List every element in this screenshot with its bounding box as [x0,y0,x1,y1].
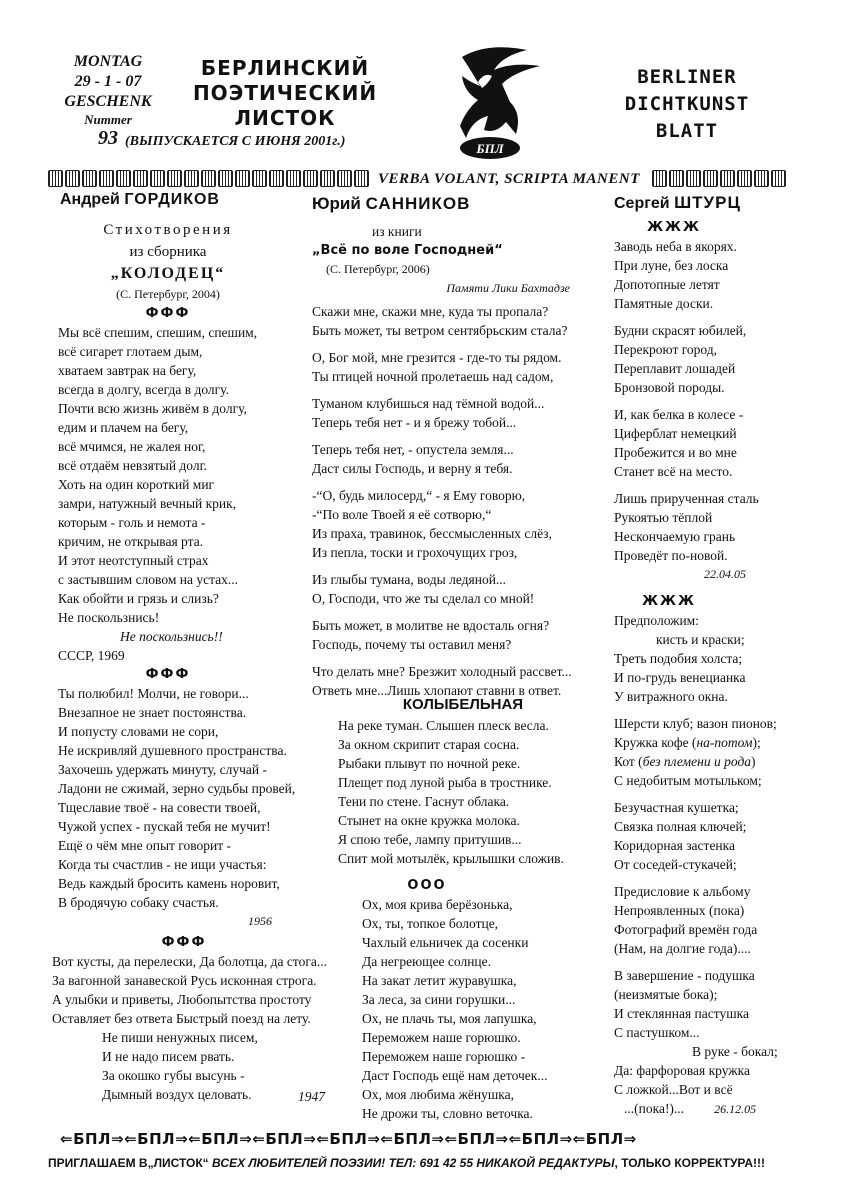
stanza [312,616,582,654]
poem-line: Плещет под луной рыба в тростнике. [338,775,552,790]
issue-number-label: Nummer [84,112,132,127]
title-ru-line: БЕРЛИНСКИЙ [200,56,370,80]
ornament: ФФФ [145,667,191,682]
title-russian [180,56,390,131]
line: В руке - бокал; [692,1044,778,1059]
poem-line: Как обойти и грязь и слизь? [58,591,219,606]
line: Шерсти клуб; вазон пионов; [614,716,777,731]
stanza [312,394,582,432]
poem-line: Не поскользнись! [58,610,160,625]
author-gordikov: Андрей ГОРДИКОВ [60,191,220,208]
heading: Стихотворения [103,222,233,238]
poem-line: Теперь тебя нет, - опустела земля... [312,442,514,457]
source-label: из сборника [129,244,207,260]
poem-line: Захочешь удержать минуту, случай - [58,762,267,777]
lullaby [338,694,588,868]
refrain: Не поскользнись!! [120,629,223,644]
poem-line: всё сигарет глотаем дым, [58,344,203,359]
poem-line: Из праха, травинок, бессмысленных слёз, [312,526,552,541]
source-label: из книги [372,224,422,239]
poem-line: Перекроют город, [614,342,718,357]
date-1: 22.04.05 [704,567,746,581]
poem-line: всё отдаём невзятый долг. [58,458,207,473]
poem-line: Рыбаки плывут по ночной реке. [338,756,521,771]
poem-line: Быть может, в молитве не вдосталь огня? [312,618,550,633]
title-ru-line: ЛИСТОК [234,106,336,130]
line: Кружка кофе (на-потом); [614,735,761,750]
poem-line: Бронзовой породы. [614,380,725,395]
column-shturts [614,218,814,1119]
poem-line: Не пиши ненужных писем, [102,1030,258,1045]
poem-line: Будни скрасят юбилей, [614,323,747,338]
poem-line: Нескончаемую грань [614,529,736,544]
poem-line: Безучастная кушетка; [614,800,739,815]
poem-3 [52,952,372,1028]
poem-line: которым - голь и немота - [58,515,206,530]
poem-line: Станет всё на место. [614,464,733,479]
poem-line: Ох, моя крива берёзонька, [362,897,513,912]
stanza [312,302,582,340]
poem-line: Треть подобия холста; [614,651,743,666]
poem-line: При луне, без лоска [614,258,729,273]
poem-line: Вот кусты, да перелески, Да болотца, да стога... [52,954,328,969]
book-title: „Всё по воле Господней“ [312,243,503,258]
poem-line: Тщеславие твоё - на совести твоей, [58,800,261,815]
poem-line: Оставляет без ответа Быстрый поезд на лету. [52,1011,311,1026]
poem-line: О, Бог мой, мне грезится - где-то ты рядом. [312,350,562,365]
ornament: ФФФ [161,935,207,950]
poem-line: Я спою тебе, лампу притушив... [338,832,522,847]
poem-line: Почти всю жизнь живём в долгу, [58,401,247,416]
poem-line: И этот неотступный страх [58,553,209,568]
title-de-line: BERLINER [637,66,737,88]
poem-line: И стеклянная пастушка [614,1006,749,1021]
poem-line: Не дрожи ты, словно веточка. [362,1106,533,1121]
poem-line: Допотопные летят [614,277,720,292]
poem-line: (неизмятые бока); [614,987,718,1002]
issue-day: MONTAG [73,53,143,70]
column-gordikov [58,219,296,931]
poem-line: Даст силы Господь, и верну я тебя. [312,461,513,476]
poem-line: Переможем наше горюшко. [362,1030,521,1045]
poem-line: В бродячую собаку счастья. [58,895,219,910]
poem-line: всегда в долгу, всегда в долгу. [58,382,229,397]
poem-2-year: 1956 [248,914,272,928]
poem-line: Скажи мне, скажи мне, куда ты пропала? [312,304,549,319]
book-title: „КОЛОДЕЦ“ [110,265,226,282]
poem-line: И по-грудь венецианка [614,670,746,685]
title-german [592,64,782,145]
column-sannikov [312,222,582,700]
line: Да: фарфоровая кружка [614,1063,750,1078]
poem-line: А улыбки и приветы, Любопытства простоту [52,992,312,1007]
poem-line: В завершение - подушка [614,968,755,983]
dedication: Памяти Лики Бахтадзе [446,281,570,295]
poem-line: Хоть на один короткий миг [58,477,215,492]
ornament: ФФФ [145,306,191,321]
stanza [614,798,814,874]
poem-line: Ох, моя любима жёнушка, [362,1087,515,1102]
stanza [614,321,814,397]
stanza [614,237,814,313]
lullaby-lines [338,716,588,868]
poem-line: Спит мой мотылёк, крылышки сложив. [338,851,564,866]
line: С ложкой...Вот и всё [614,1082,733,1097]
poem-line: Ведь каждый бросить камень норовит, [58,876,280,891]
poem-line: Теперь тебя нет - и я брежу тобой... [312,415,517,430]
poem-line: Пробежится и во мне [614,445,737,460]
poem-line: (Нам, на долгие года).... [614,941,751,956]
issue-number: 93 [98,127,118,149]
stanza [312,570,582,608]
poem-line: хватаем завтрак на бегу, [58,363,197,378]
poem-1-date: СССР, 1969 [58,648,125,663]
poem-line: За вагонной занавеской Русь исконная строга. [52,973,317,988]
motto: VERBA VOLANT, SCRIPTA MANENT [378,171,640,187]
book-ornament-right [652,170,786,187]
ornament: ЖЖЖ [642,594,696,609]
poem-2 [58,684,296,912]
stanza [312,440,582,478]
line: Предположим: [614,613,699,628]
poem-1 [58,323,278,627]
poem-line: Что делать мне? Брезжит холодный рассвет... [312,664,572,679]
poem-line: замри, натужный вечный крик, [58,496,237,511]
poem-line: Ох, ты, топкое болотце, [362,916,499,931]
poem-line: Из глыбы тумана, воды ледяной... [312,572,507,587]
poem-line: Из пепла, тоски и грохочущих гроз, [312,545,518,560]
poem-line: За леса, за сини горушки... [362,992,516,1007]
line: С недобитым мотыльком; [614,773,762,788]
poem-line: У витражного окна. [614,689,728,704]
poem-line: Чахлый ельничек да сосенки [362,935,529,950]
poem-line: И попусту словами не сори, [58,724,219,739]
stanza [614,966,814,1042]
book-ornament-left [48,170,369,187]
poem-3-block [52,933,372,1104]
poem-line: И, как белка в колесе - [614,407,744,422]
poem-line: Быть может, ты ветром сентябрьским стала? [312,323,568,338]
poem-line: Туманом клубишься над тёмной водой... [312,396,545,411]
poem-line: Коридорная застенка [614,838,736,853]
poem-line: Рукоятью тёплой [614,510,713,525]
poem-line: Переплавит лошадей [614,361,736,376]
author-sannikov: Юрий САННИКОВ [312,194,471,213]
footer-invitation: ПРИГЛАШАЕМ В„ЛИСТОК“ ВСЕХ ЛЮБИТЕЛЕЙ ПОЭЗИИ! ТЕЛ: 691 42 55 НИКАКОЙ РЕДАКТУРЫ, ТОЛЬКО КОРРЕКТУРА!!! [48,1156,766,1170]
poem-line: На закат летит журавушка, [362,973,517,988]
poem-line: Ответь мне...Лишь хлопают ставни в ответ. [312,683,562,698]
poem-line: Дымный воздух целовать. [102,1087,252,1102]
poem-3-sannikov [362,876,582,1123]
line: Кот (без племени и рода) [614,754,756,769]
poem-line: Циферблат немецкий [614,426,737,441]
poem-line: Ты полюбил! Молчи, не говори... [58,686,249,701]
poem-line: Связка полная ключей; [614,819,747,834]
footer-ornament: ⇐БПЛ⇒⇐БПЛ⇒⇐БПЛ⇒⇐БПЛ⇒⇐БПЛ⇒⇐БПЛ⇒⇐БПЛ⇒⇐БПЛ⇒⇐БПЛ⇒ [60,1130,637,1148]
poem-line: На реке туман. Слышен плеск весла. [338,718,549,733]
poem-line: Непроявленных (пока) [614,903,745,918]
line: кисть и краски; [656,632,745,647]
issue-date: 29 - 1 - 07 [74,73,142,90]
poem-line: Не искривляй душевного пространства. [58,743,287,758]
ornament: ЖЖЖ [647,220,701,235]
pegasus-logo [432,42,550,162]
poem-line: всё мчимся, не жалея ног, [58,439,206,454]
poem-line: За окошко губы высунь - [102,1068,245,1083]
poem-1 [312,302,582,700]
since-note: (ВЫПУСКАЕТСЯ С ИЮНЯ 2001г.) [125,134,346,149]
final-line: ...(пока!)... 26.12.05 [624,1101,757,1116]
poem-line: Когда ты счастлив - не ищи участья: [58,857,267,872]
poem-line: Господь, почему ты оставил меня? [312,637,512,652]
poem-line: Внезапное не знает постоянства. [58,705,247,720]
poem-line: Стынет на окне кружка молока. [338,813,520,828]
poem-line: Предисловие к альбому [614,884,751,899]
poem-line: -“По воле Твоей я её сотворю,“ [312,507,492,522]
poem-line: Даст Господь ещё нам деточек... [362,1068,548,1083]
poem-line: Ещё о чём мне опыт говорит - [58,838,232,853]
poem-line: -“О, будь милосерд,“ - я Ему говорю, [312,488,526,503]
poem-line: И не надо писем рвать. [102,1049,235,1064]
author-shturts: Сергей ШТУРЦ [614,193,741,212]
poem-3-lines [362,895,582,1123]
poem-line: Фотографий времён года [614,922,758,937]
stanza [312,486,582,562]
poem-line: За окном скрипит старая сосна. [338,737,520,752]
poem-line: едим и плачем на бегу, [58,420,189,435]
poem-line: Заводь неба в якорях. [614,239,737,254]
poem-line: Ох, не плачь ты, моя лапушка, [362,1011,537,1026]
poem-line: с застывшим словом на устах... [58,572,239,587]
poem-line: О, Господи, что же ты сделал со мной! [312,591,535,606]
title-de-line: DICHTKUNST [624,93,750,115]
poem-line: Памятные доски. [614,296,714,311]
stanza [614,489,814,565]
poem-line: Переможем наше горюшко - [362,1049,526,1064]
issue-gift: GESCHENK [64,93,152,110]
poem-line: Ты птицей ночной пролетаешь над садом, [312,369,554,384]
ornament: ООО [407,878,447,893]
stanza [312,348,582,386]
poem-line: Мы всё спешим, спешим, спешим, [58,325,258,340]
lullaby-title: КОЛЫБЕЛЬНАЯ [402,696,524,713]
poem-line: С пастушком... [614,1025,700,1040]
poem-line: Ладони не сжимай, зерно судьбы провей, [58,781,296,796]
book-place: (С. Петербург, 2006) [326,262,430,276]
book-place: (С. Петербург, 2004) [116,287,220,301]
stanza [614,882,814,958]
poem-line: От соседей-стукачей; [614,857,737,872]
poem-line: Лишь прирученная сталь [614,491,759,506]
poem-line: Проведёт по-новой. [614,548,728,563]
poem-line: Чужой успех - пускай тебя не мучит! [58,819,271,834]
poem-3-year: 1947 [298,1089,325,1104]
poem-line: кричим, не открывая рта. [58,534,204,549]
poem-line: Да негреющее солнце. [362,954,492,969]
logo-text: БПЛ [476,141,504,156]
title-de-line: BLATT [655,120,719,142]
title-ru-line: ПОЭТИЧЕСКИЙ [192,81,378,105]
stanza [614,405,814,481]
poem-1 [614,237,814,565]
poem-line: Тени по стене. Гаснут облака. [338,794,510,809]
